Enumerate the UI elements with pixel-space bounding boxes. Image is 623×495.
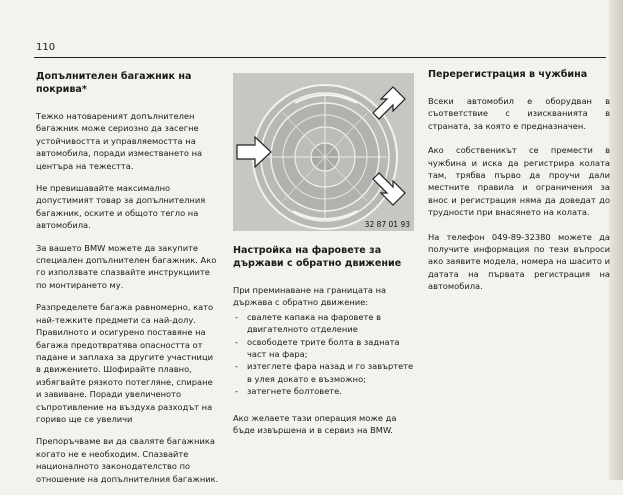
headlight-figure xyxy=(233,73,414,231)
registration-paragraph: Ако собственикът се премести в чужбина и иска да регистрира колата там, трябва първо да проучи дали местните правила и ограничения за внос и регистрация няма да доведат до трудности при внасянето на колата. xyxy=(428,145,610,218)
list-item: - освободете трите болта в задната част на фара; xyxy=(233,336,415,361)
roof-rack-section xyxy=(36,70,220,495)
roof-rack-paragraph: За вашето BMW можете да закупите специален допълнителен багажник. Ако го използвате спазвайте инструкциите по монтирането му. xyxy=(36,242,217,290)
headlight-illustration xyxy=(233,73,414,231)
page-number: 110 xyxy=(36,42,56,53)
headlight-closing: Ако желаете тази операция може да бъде извършена и в сервиз на BMW. xyxy=(233,412,397,436)
list-item: - затегнете болтовете. xyxy=(233,385,415,397)
header-rule xyxy=(34,57,606,58)
headlight-steps xyxy=(233,311,415,398)
list-item: - изтеглете фара назад и го завъртете в улея докато е възможно; xyxy=(233,360,415,385)
figure-code: 32 87 01 93 xyxy=(364,220,410,229)
page-edge xyxy=(609,0,623,480)
registration-paragraph: Всеки автомобил е оборудван в съответствие с изискванията в страната, за която е предназначен. xyxy=(428,96,610,131)
registration-paragraph: На телефон 049-89-32380 можете да получите информация по тези въпроси ако заявите модела, номера на шасито и датата на първата регистрация на автомобила. xyxy=(428,231,610,292)
roof-rack-heading: Допълнителен багажник на покрива* xyxy=(36,71,192,95)
roof-rack-paragraph: Тежко натовареният допълнителен багажник може сериозно да засегне устойчивостта и управляемостта на автомобила, поради изместването на центъра на тежестта. xyxy=(36,111,203,171)
headlight-section xyxy=(233,244,415,448)
list-item: - свалете капака на фаровете в двигателното отделение xyxy=(233,311,415,336)
roof-rack-paragraph: Не превишавайте максимално допустимият товар за допълнителния багажник, оските и общото тегло на автомобила. xyxy=(36,183,206,231)
headlight-heading: Настройка на фаровете за държави с обратно движение xyxy=(233,245,402,269)
registration-heading: Перерегистрация в чужбина xyxy=(428,69,588,80)
roof-rack-paragraph: Препоръчваме ви да сваляте багажника когато не е необходим. Спазвайте националното законодателство по отношение на допълнителния багажник. xyxy=(36,436,219,484)
headlight-intro: При преминаване на границата на държава с обратно движение: xyxy=(233,285,387,308)
roof-rack-paragraph: Разпределете багажа равномерно, като най-тежките предмети са най-долу. Правилното и осигурено поставяне на багажа предотвратява опасността от падане и заплаха за другите участници в движението. Шофирайте плавно, избягвайте рязкото потегляне, спиране и завиване. Поради увеличеното съпротивление на въздуха разходът на гориво ще се увеличи xyxy=(36,302,214,424)
registration-section xyxy=(428,68,610,305)
